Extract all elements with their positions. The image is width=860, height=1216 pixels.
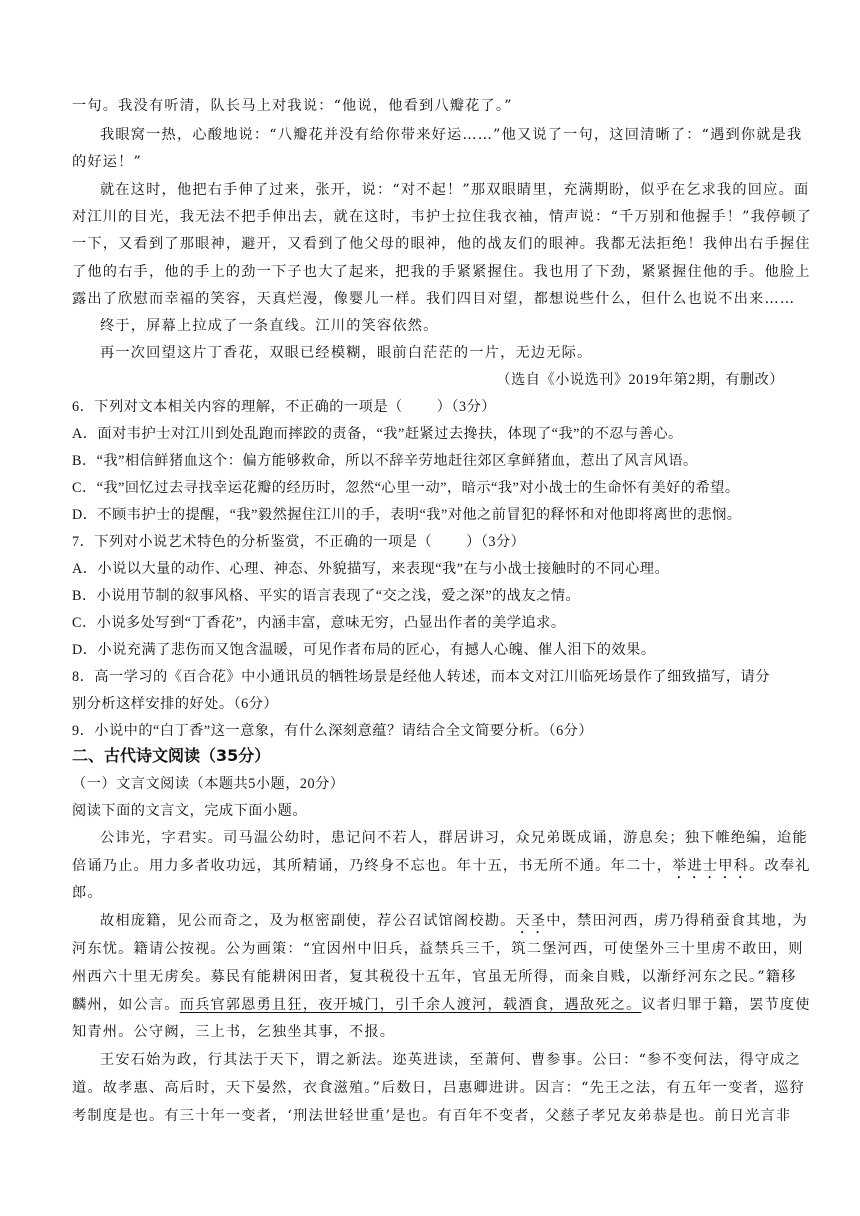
question-7-option-b: B．小说用节制的叙事风格、平实的语言表现了“交之浅，爱之深”的战友之情。 — [72, 588, 581, 604]
reading-instruction: 阅读下面的文言文，完成下面小题。 — [72, 803, 308, 819]
question-7-stem-a: 7．下列对小说艺术特色的分析鉴赏，不正确的一项是（ — [72, 534, 433, 550]
emphasized-text: 举进士甲科 — [672, 858, 750, 874]
emphasized-text: 天圣 — [515, 913, 547, 929]
question-7-option-a: A．小说以大量的动作、心理、神态、外貌描写，来表现“我”在与小战士接触时的不同心理。 — [72, 561, 670, 577]
classical-text: 议者归罪于籍，罢节度使 — [641, 997, 811, 1013]
story-line: 就在这时，他把右手伸了过来，张开，说：“对不起！”那双眼睛里，充满期盼，似乎在乞求我的回应。面 — [100, 182, 810, 198]
classical-line — [100, 911, 820, 937]
classical-line: 道。故孝惠、高后时，天下晏然，衣食滋殖。”后数日，吕惠卿进讲。因言：“先王之法，有五年一变者，巡狩 — [72, 1080, 806, 1096]
classical-text: 故相庞籍，见公而奇之，及为枢密副使，荐公召试馆阁校勘。 — [100, 913, 516, 929]
story-line: 露出了欣慰而幸福的笑容，天真烂漫，像婴儿一样。我们四目对望，都想说些什么，但什么也说不出来…… — [72, 291, 796, 307]
section-title: 二、古代诗文阅读（35分） — [72, 746, 271, 765]
question-7-option-c: C．小说多处写到“丁香花”，内涵丰富，意味无穷，凸显出作者的美学追求。 — [72, 615, 566, 631]
question-7-stem — [72, 532, 792, 552]
question-6-option-b: B．“我”相信鲜猪血这个：偏方能够救命，所以不辞辛劳地赶往郊区拿鲜猪血，惹出了风言风语。 — [72, 453, 698, 469]
story-line: 对江川的目光，我无法不把手伸出去，就在这时，韦护士拉住我衣袖，情声说：“千万别和他握手！”我停顿了 — [72, 209, 813, 225]
story-line: 了他的右手，他的手上的劲一下子也大了起来，把我的手紧紧握住。我也用了下劲，紧紧握住他的手。他脸上 — [72, 264, 811, 280]
question-6-stem — [72, 397, 792, 417]
story-line: 一下，又看到了那眼神，避开，又看到了他父母的眼神，他的战友们的眼神。我都无法拒绝！我伸出右手握住 — [72, 236, 811, 252]
question-6-option-d: D．不顾韦护士的提醒，“我”毅然握住江川的手，表明“我”对他之前冒犯的释怀和对他即将离世的悲悯。 — [72, 507, 742, 523]
classical-line: 考制度是也。有三十年一变者，‘刑法世轻世重’是也。有百年不变者，父慈子孝兄友弟恭是也。前日光言非 — [72, 1108, 792, 1124]
question-6-stem-a: 6．下列对文本相关内容的理解，不正确的一项是（ — [72, 399, 403, 415]
section-subtitle: （一）文言文阅读（本题共5小题，20分） — [72, 776, 345, 792]
classical-line: 州西六十里无虏矣。募民有能耕闲田者，复其税役十五年，官虽无所得，而籴自贱，以渐纾河东之民。”籍移 — [72, 969, 797, 985]
question-7-option-d: D．小说充满了悲伤而又饱含温暖，可见作者布局的匠心，有撼人心魄、催人泪下的效果。 — [72, 642, 656, 658]
question-8-line: 别分析这样安排的好处。（6分） — [72, 696, 279, 712]
question-9: 9．小说中的“白丁香”这一意象，有什么深刻意蕴？请结合全文简要分析。（6分） — [72, 723, 594, 739]
classical-line: 知青州。公守阙，三上书，乞独坐其事，不报。 — [72, 1024, 396, 1040]
classical-line: 河东忧。籍请公按视。公为画策：“宜因州中旧兵，益禁兵三千，筑二堡河西，可使堡外三十里虏不敢田，则 — [72, 941, 804, 957]
story-line: 终于，屏幕上拉成了一条直线。江川的笑容依然。 — [100, 318, 439, 334]
classical-text: 中，禁田河西，虏乃得稍蚕食其地，为 — [546, 913, 808, 929]
classical-line — [72, 995, 811, 1015]
classical-line: 公讳光，字君实。司马温公幼时，患记问不若人，群居讲习，众兄弟既成诵，游息矣；独下帷绝编，迨能 — [100, 830, 808, 846]
question-8-line: 8．高一学习的《百合花》中小通讯员的牺牲场景是经他人转述，而本文对江川临死场景作了细致描写，请分 — [72, 669, 770, 685]
source-citation: （选自《小说选刊》2019年第2期，有删改） — [496, 372, 784, 388]
classical-line: 郎。 — [72, 885, 103, 901]
story-line: 一句。我没有听清，队长马上对我说：“他说，他看到八瓣花了。” — [72, 98, 513, 114]
classical-line: 王安石始为政，行其法于天下，谓之新法。迩英进读，至萧何、曹参事。公曰：“参不变何法，得守成之 — [100, 1052, 801, 1068]
underlined-sentence: 而兵官郭恩勇且狂，夜开城门，引千余人渡河，载酒食，遇敌死之。 — [179, 997, 642, 1013]
story-line: 我眼窝一热，心酸地说：“八瓣花并没有给你带来好运……”他又说了一句，这回清晰了：“遇到你就是我 — [100, 127, 803, 143]
question-6-option-c: C．“我”回忆过去寻找幸运花瓣的经历时，忽然“心里一动”，暗示“我”对小战士的生命怀有美好的希望。 — [72, 480, 740, 496]
question-7-stem-b: ）（3分） — [466, 534, 526, 550]
story-line: 再一次回望这片丁香花，双眼已经模糊，眼前白茫茫的一片，无边无际。 — [100, 345, 593, 361]
classical-text: 麟州，如公言。 — [72, 997, 180, 1013]
classical-text: 倍诵乃止。用力多者收功远，其所精诵，乃终身不忘也。年十五，书无所不通。年二十， — [72, 858, 673, 874]
classical-text: 。改奉礼 — [749, 858, 811, 874]
question-6-option-a: A．面对韦护士对江川到处乱跑而摔跤的责备，“我”赶紧过去搀扶，体现了“我”的不忍与善心。 — [72, 426, 683, 442]
question-6-stem-b: ）（3分） — [436, 399, 496, 415]
classical-line — [72, 856, 811, 882]
story-line: 的好运！” — [72, 154, 143, 170]
